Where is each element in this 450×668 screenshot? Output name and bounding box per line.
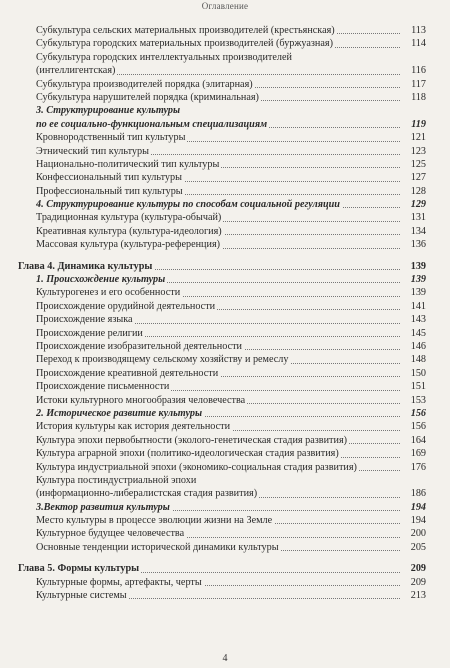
toc-chapter-entry xyxy=(0,260,450,273)
toc-entry-page: 156 xyxy=(400,420,426,433)
toc-entry-title: Традиционная культура (культура-обычай) xyxy=(36,212,222,224)
toc-entry xyxy=(0,514,450,527)
toc-entry-title: по ее социально-функциональным специализациям xyxy=(36,118,268,130)
toc-entry-page: 209 xyxy=(400,576,426,589)
toc-entry xyxy=(0,185,450,198)
toc-entry-page: 194 xyxy=(400,514,426,527)
toc-entry-title: Культура эпохи первобытности (эколого-генетическая стадия развития) xyxy=(36,434,348,446)
toc-entry-page: 151 xyxy=(400,380,426,393)
toc-entry xyxy=(0,420,450,433)
toc-entry-title: 2. Историческое развитие культуры xyxy=(36,407,203,419)
toc-entry-page: 145 xyxy=(400,327,426,340)
toc-entry-page: 117 xyxy=(400,78,426,91)
toc-entry xyxy=(0,24,450,37)
toc-section-entry xyxy=(0,198,450,211)
toc-entry-title: Субкультура сельских материальных производителей (крестьянская) xyxy=(36,25,335,36)
toc-entry xyxy=(0,300,450,313)
toc-entry-title: Субкультура городских материальных производителей (буржуазная) xyxy=(36,38,333,50)
section-gap xyxy=(0,252,450,260)
toc-entry-page: 131 xyxy=(400,211,426,224)
toc-entry xyxy=(0,367,450,380)
toc-entry-title: Культурное будущее человечества xyxy=(36,528,185,540)
toc-entry-page: 209 xyxy=(400,562,426,575)
toc-entry xyxy=(0,576,450,589)
section-gap xyxy=(0,554,450,562)
toc-entry-page: 213 xyxy=(400,589,426,602)
toc-entry-page: 125 xyxy=(400,158,426,171)
toc-entry-title: Массовая культура (культура-референция) xyxy=(36,239,221,251)
toc-entry-title: 3. Структурирование культуры xyxy=(36,105,181,117)
toc-entry-page: 119 xyxy=(400,118,426,131)
toc-entry-page: 128 xyxy=(400,185,426,198)
toc-entry-page: 146 xyxy=(400,340,426,353)
toc-entry-page: 118 xyxy=(400,91,426,104)
toc-entry-title: Место культуры в процессе эволюции жизни на Земле xyxy=(36,515,273,527)
toc-entry xyxy=(0,286,450,299)
toc-entry xyxy=(0,211,450,224)
toc-entry-title: Культура постиндустриальной эпохи xyxy=(36,474,197,486)
toc-entry xyxy=(0,380,450,393)
toc-entry-page: 136 xyxy=(400,238,426,251)
toc-entry xyxy=(0,527,450,540)
toc-entry-title: Происхождение изобразительной деятельности xyxy=(36,340,242,352)
toc-entry-page: 148 xyxy=(400,353,426,366)
toc-entry-page: 123 xyxy=(400,145,426,158)
toc-entry-page: 186 xyxy=(400,487,426,500)
toc-entry-title: Культурогенез и его особенности xyxy=(36,287,181,299)
toc-entry-title: Профессиональный тип культуры xyxy=(36,185,183,197)
toc-entry xyxy=(0,225,450,238)
toc-entry-title: (информационно-либералистская стадия развития) xyxy=(36,488,258,500)
toc-entry xyxy=(0,37,450,50)
toc-entry-title: (интеллигентская) xyxy=(36,65,116,77)
toc-entry-title: Культурные формы, артефакты, черты xyxy=(36,576,202,588)
toc-entry-title: 1. Происхождение культуры xyxy=(36,274,166,286)
toc-entry-page: 200 xyxy=(400,527,426,540)
toc-entry xyxy=(0,171,450,184)
toc-section-entry xyxy=(0,407,450,420)
toc-entry-page: 134 xyxy=(400,225,426,238)
toc-entry-title: Происхождение письменности xyxy=(36,381,170,393)
toc-entry-page: 113 xyxy=(400,24,426,37)
toc-entry-title: Культура индустриальной эпохи (экономико-социальная стадия развития) xyxy=(36,461,357,473)
toc-entry-page: 176 xyxy=(400,461,426,474)
toc-entry xyxy=(0,78,450,91)
toc-entry-title: Переход к производящему сельскому хозяйству и ремеслу xyxy=(36,354,289,366)
toc-entry xyxy=(0,487,450,500)
toc-entry xyxy=(0,541,450,554)
toc-entry-title: 3.Вектор развития культуры xyxy=(36,501,170,513)
toc-entry-page: 205 xyxy=(400,541,426,554)
toc-entry-title: Субкультура производителей порядка (элитарная) xyxy=(36,78,253,90)
toc-entry xyxy=(0,238,450,251)
toc-entry xyxy=(0,589,450,602)
toc-entry-title: Конфессиональный тип культуры xyxy=(36,172,182,184)
toc-entry-title: Основные тенденции исторической динамики культуры xyxy=(36,541,279,553)
toc-entry-title: Национально-политический тип культуры xyxy=(36,158,220,170)
toc-section-entry xyxy=(0,104,450,117)
toc-entry xyxy=(0,447,450,460)
toc-entry-page: 139 xyxy=(400,273,426,286)
toc-entry xyxy=(0,340,450,353)
toc-entry-page: 121 xyxy=(400,131,426,144)
toc-entry xyxy=(0,64,450,77)
toc-entry-page: 143 xyxy=(400,313,426,326)
toc-section-entry xyxy=(0,501,450,514)
toc-entry-title: Происхождение креативной деятельности xyxy=(36,367,219,379)
toc-entry-title: Культурные системы xyxy=(36,590,127,602)
toc-entry-page: 139 xyxy=(400,286,426,299)
toc-entry-page: 194 xyxy=(400,501,426,514)
table-of-contents xyxy=(0,24,450,602)
toc-entry-page: 164 xyxy=(400,434,426,447)
toc-entry xyxy=(0,51,450,64)
toc-entry-title: Истоки культурного многообразия человечества xyxy=(36,394,246,406)
toc-entry-title: Субкультура городских интеллектуальных производителей xyxy=(36,51,292,63)
toc-entry-page: 141 xyxy=(400,300,426,313)
toc-entry-page: 129 xyxy=(400,198,426,211)
toc-entry-page: 150 xyxy=(400,367,426,380)
toc-entry xyxy=(0,313,450,326)
toc-entry xyxy=(0,327,450,340)
toc-entry-title: Глава 5. Формы культуры xyxy=(18,563,140,575)
running-header: Оглавление xyxy=(201,1,249,11)
toc-entry xyxy=(0,394,450,407)
page-number: 4 xyxy=(222,653,228,664)
toc-entry-title: Субкультура нарушителей порядка (криминальная) xyxy=(36,91,259,103)
toc-entry-title: Происхождение языка xyxy=(36,314,133,326)
toc-entry-title: Происхождение религии xyxy=(36,327,143,339)
toc-entry-page: 156 xyxy=(400,407,426,420)
toc-entry-page: 127 xyxy=(400,171,426,184)
toc-entry-title: История культуры как история деятельности xyxy=(36,421,231,433)
toc-entry-page: 153 xyxy=(400,394,426,407)
toc-entry xyxy=(0,434,450,447)
toc-entry-title: Происхождение орудийной деятельности xyxy=(36,300,216,312)
toc-entry xyxy=(0,145,450,158)
toc-entry xyxy=(0,474,450,487)
toc-entry-title: Этнический тип культуры xyxy=(36,145,149,157)
toc-entry-page: 116 xyxy=(400,64,426,77)
toc-entry-page: 139 xyxy=(400,260,426,273)
toc-section-entry xyxy=(0,273,450,286)
toc-entry xyxy=(0,461,450,474)
toc-chapter-entry xyxy=(0,562,450,575)
toc-entry-title: Глава 4. Динамика культуры xyxy=(18,260,153,272)
toc-entry-title: 4. Структурирование культуры по способам социальной регуляции xyxy=(36,199,340,211)
toc-entry xyxy=(0,91,450,104)
toc-entry-title: Креативная культура (культура-идеология) xyxy=(36,225,222,237)
toc-section-entry xyxy=(0,118,450,131)
toc-entry-title: Кровнородственный тип культуры xyxy=(36,132,186,144)
toc-entry xyxy=(0,158,450,171)
toc-entry-page: 169 xyxy=(400,447,426,460)
toc-entry xyxy=(0,353,450,366)
toc-entry-page: 114 xyxy=(400,37,426,50)
toc-entry-title: Культура аграрной эпохи (политико-идеологическая стадия развития) xyxy=(36,448,339,460)
toc-entry xyxy=(0,131,450,144)
